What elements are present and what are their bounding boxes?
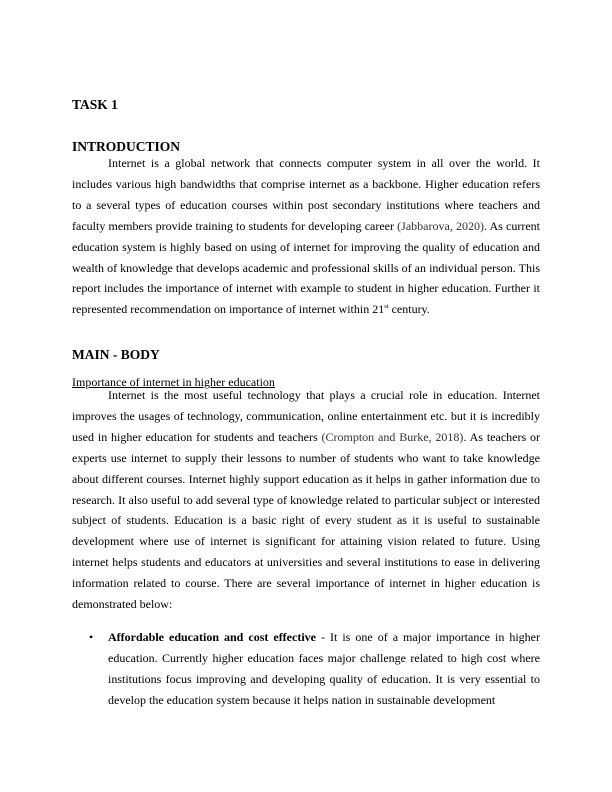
- bullet-item: [72, 627, 540, 711]
- importance-text-part-2: . As teachers or experts use internet to supply their lessons to number of students who want to take knowledge about different courses. Internet highly support education as it helps in gather information due to research. It also useful to add several type of knowledge related to particular subject or interested subject of students. Education is a basic right of every student as it is useful to sustainable development where use of internet is significant for attaining vision related to future. Using internet helps students and educators at universities and several institutions to ease in delivering information related to course. There are several importance of internet in higher education is demonstrated below:: [72, 429, 541, 612]
- introduction-paragraph: [72, 153, 540, 320]
- importance-citation: (Crompton and Burke, 2018): [321, 429, 464, 444]
- introduction-text-part-2: . As current education system is highly based on using of internet for improving the quality of education and wealth of knowledge that develops academic and professional skills of an individual person. This report includes the importance of internet with example to student in higher education. Further it represented recommendation on importance of internet within 21: [72, 218, 541, 317]
- bullet-title: Affordable education and cost effective: [108, 630, 316, 644]
- importance-paragraph: [72, 385, 540, 615]
- bullet-icon: •: [89, 630, 94, 644]
- introduction-text-part-3: century.: [388, 302, 430, 317]
- introduction-text-part-1: Internet is a global network that connects computer system in all over the world. It includes various high bandwidths that comprise internet as a backbone. Higher education refers to a several types of education courses within post secondary institutions where teachers and faculty members provide training to students for developing career: [72, 156, 540, 233]
- bullet-text: - It is one of a major importance in higher education. Currently higher education faces major challenge related to high cost where institutions focus improving and developing quality of education. It is very essential to develop the education system because it helps nation in sustainable development: [108, 630, 541, 707]
- importance-bullet-list: [72, 627, 540, 711]
- importance-text-part-1: Internet is the most useful technology that plays a crucial role in education. Internet improves the usages of technology, communication, online entertainment etc. but it is incredibly used in higher education for students and teachers: [72, 388, 540, 444]
- introduction-heading: INTRODUCTION: [72, 139, 181, 154]
- importance-subheading: Importance of internet in higher education: [72, 375, 275, 389]
- main-body-heading: MAIN - BODY: [72, 347, 160, 362]
- introduction-superscript: st: [384, 303, 389, 311]
- introduction-citation: (Jabbarova, 2020): [397, 218, 484, 233]
- task-heading: TASK 1: [72, 97, 118, 112]
